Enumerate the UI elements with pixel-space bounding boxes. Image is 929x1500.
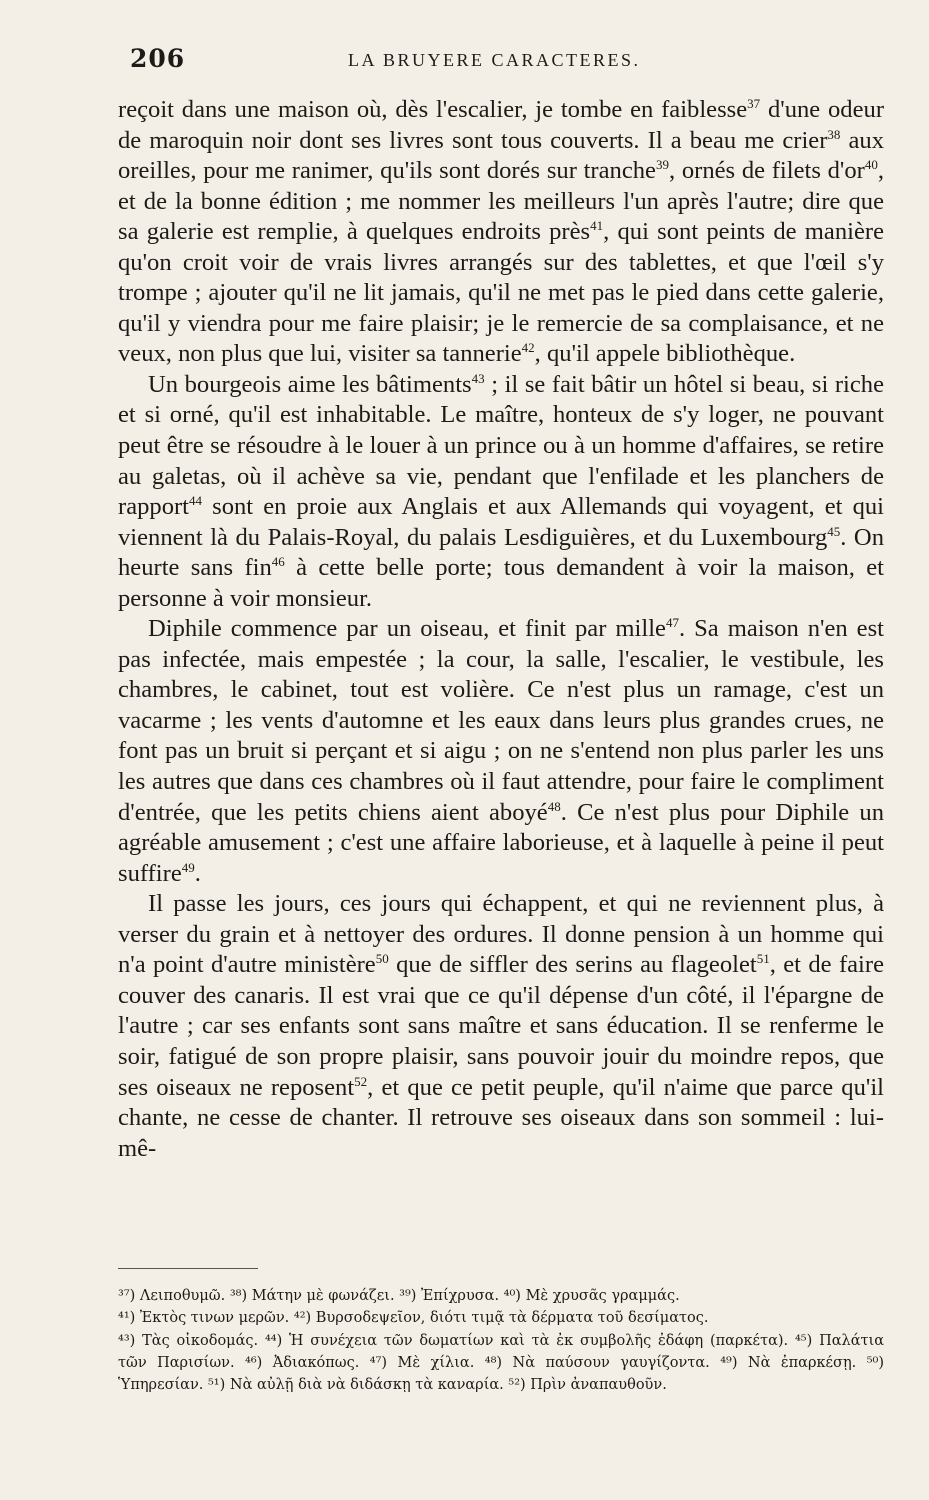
footnote-marker: 51 [756,951,770,967]
footnote-line: ⁴³) Τὰς οἰκοδομάς. ⁴⁴) Ἡ συνέχεια τῶν δωματίων καὶ τὰ ἐκ συμβολῆς ἐδάφη (παρκέτα). ⁴⁵) Παλάτια τῶν Παρισίων. ⁴⁶) Ἀδιακόπως. ⁴⁷) Μὲ χίλια. ⁴⁸) Νὰ παύσουν γαυγίζοντα. ⁴⁹) Νὰ ἐπαρκέσῃ. ⁵⁰) Ὑπηρεσίαν. ⁵¹) Νὰ αὐλῇ διὰ νὰ διδάσκῃ τὰ καναρία. ⁵²) Πρὶν ἀναπαυθοῦν. [118,1332,884,1394]
text-run: Un bourgeois aime les bâtiments [148,370,472,398]
footnote-marker: 46 [271,554,285,570]
text-run: sont en proie aux Anglais et aux Allemands qui voyagent, et qui viennent là du Palais-Royal, du palais Lesdiguières, et du Luxembourg [118,493,884,551]
text-run: , et de la bonne édition ; me nommer les meilleurs l'un après l'autre; dire que sa galerie est remplie, à quelques endroits près [118,157,885,246]
footnote-line: ⁴¹) Ἐκτὸς τινων μερῶν. ⁴²) Βυρσοδεψεῖον, διότι τιμᾷ τὰ δέρματα τοῦ δεσίματος. [118,1310,709,1327]
text-run: . [194,859,201,887]
footnote-marker: 43 [471,370,485,386]
footnote-marker: 39 [655,156,669,172]
text-run: reçoit dans une maison où, dès l'escalier, je tombe en faiblesse [118,96,748,123]
page-header [118,44,859,84]
text-run: ; il se fait bâtir un hôtel si beau, si riche et si orné, qu'il est inhabitable. Le maître, honteux de s'y loger, ne pouvant peut être se résoudre à le louer à un prince ou à un homme d'affaires, se retire au galetas, où il achève sa vie, pendant que l'enfilade et les planchers de rapport [118,370,884,521]
text-run: . Sa maison n'en est pas infectée, mais empestée ; la cour, la salle, l'escalier, le vestibule, les chambres, le cabinet, tout est volière. Ce n'est plus un ramage, c'est un vacarme ; les vents d'automne et les eaux dans leurs plus grandes crues, ne font pas un bruit si perçant et si aigu ; on ne s'entend non plus parler les uns les autres que dans ces chambres où il faut attendre, pour faire le compliment d'entrée, que les petits chiens aient aboyé [118,615,884,826]
text-run: que de siffler des serins au flageolet [388,951,757,979]
text-run: . Ce n'est plus pour Diphile un agréable amusement ; c'est une affaire laborieuse, et à laquelle à peine il peut suffire [118,798,884,887]
footnote-marker: 45 [827,523,841,539]
text-run: , et de faire couver des canaris. Il est vrai que ce qu'il dépense d'un côté, il l'épargne de l'autre ; car ses enfants sont sans maître et sans éducation. Il se renferme le soir, fatigué de son propre plaisir, sans pouvoir jouir du moindre repos, que ses oiseaux ne reposent [118,951,884,1101]
footnote-marker: 50 [375,951,389,967]
text-run: Diphile commence par un oiseau, et finit par mille [148,615,666,643]
footnote-marker: 52 [354,1073,368,1089]
footnote-marker: 40 [864,156,878,172]
text-run: , qui sont peints de manière qu'on croit voir de vrais livres arrangés sur des tablettes, et que l'œil s'y trompe ; ajouter qu'il ne lit jamais, qu'il ne met pas le pied dans cette galerie, qu'il y viendra pour me faire plaisir; je le remercie de sa complaisance, et ne veux, non plus que lui, visiter sa tannerie [118,218,884,368]
footnote-marker: 38 [827,126,841,142]
paragraph [118,370,884,614]
text-run: , ornés de filets d'or [668,157,865,185]
footnote-marker: 42 [521,340,535,356]
footnotes [118,1285,884,1396]
footnote-marker: 37 [747,95,761,111]
paragraph [118,614,884,889]
text-run: aux oreilles, pour me ranimer, qu'ils sont dorés sur tranche [118,126,884,185]
footnote-separator [118,1268,258,1269]
text-run: . On heurte sans fin [118,523,884,582]
footnote-marker: 48 [547,798,561,814]
text-run: , qu'il appele bibliothèque. [534,340,796,368]
footnote-marker: 41 [590,218,604,233]
paragraph [118,95,884,370]
text-run: Il passe les jours, ces jours qui échappent, et qui ne reviennent plus, à verser du grain et à nettoyer des ordures. Il donne pension à un homme qui n'a point d'autre ministère [118,890,884,979]
footnote-marker: 44 [189,492,203,508]
main-text [118,95,884,1164]
footnote-line: ³⁷) Λειποθυμῶ. ³⁸) Μάτην μὲ φωνάζει. ³⁹) Ἐπίχρυσα. ⁴⁰) Μὲ χρυσᾶς γραμμάς. [118,1288,680,1304]
footnote-marker: 47 [665,615,679,631]
text-run: à cette belle porte; tous demandent à voir la maison, et personne à voir monsieur. [118,554,884,612]
footnote-marker: 49 [181,859,195,875]
page-number: 206 [130,44,186,73]
running-title: LA BRUYERE CARACTERES. [348,50,641,70]
text-run: d'une odeur de maroquin noir dont ses livres sont tous couverts. Il a beau me crier [118,96,885,154]
text-run: , et que ce petit peuple, qu'il n'aime que parce qu'il chante, ne cesse de chanter. Il retrouve ses oiseaux dans son sommeil : lui-mê- [118,1073,884,1162]
paragraph [118,889,884,1164]
